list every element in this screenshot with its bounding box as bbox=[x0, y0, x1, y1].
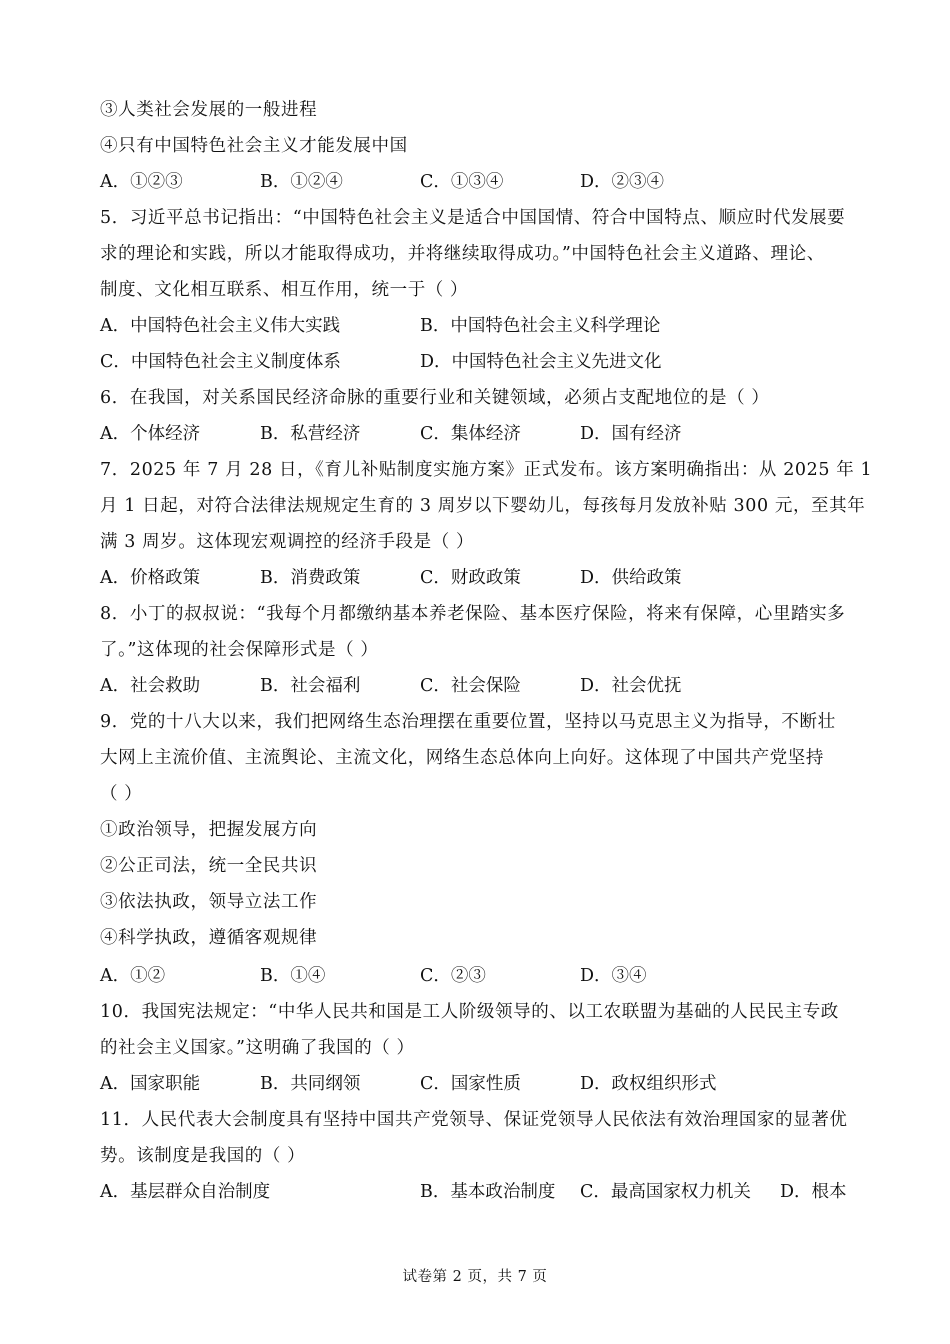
q8-option-d[interactable]: D．社会优抚 bbox=[580, 676, 682, 696]
q9-stem-line2: 大网上主流价值、主流舆论、主流文化，网络生态总体向上向好。这体现了中国共产党坚持 bbox=[100, 748, 824, 768]
q9-option-b[interactable]: B．①④ bbox=[260, 966, 326, 986]
q7-stem-line3: 满 3 周岁。这体现宏观调控的经济手段是（ ） bbox=[100, 532, 475, 552]
q6-stem: 6．在我国，对关系国民经济命脉的重要行业和关键领域，必须占支配地位的是（ ） bbox=[100, 388, 770, 408]
q5-option-a[interactable]: A．中国特色社会主义伟大实践 bbox=[100, 316, 341, 336]
q5-stem-line1: 5．习近平总书记指出：“中国特色社会主义是适合中国国情、符合中国特点、顺应时代发展要 bbox=[100, 208, 846, 228]
q7-stem-line2: 月 1 日起，对符合法律法规规定生育的 3 周岁以下婴幼儿，每孩每月发放补贴 300 元，至其年 bbox=[100, 496, 866, 516]
q5-option-c[interactable]: C．中国特色社会主义制度体系 bbox=[100, 352, 341, 372]
q11-option-a[interactable]: A．基层群众自治制度 bbox=[100, 1182, 271, 1202]
q8-stem-line1: 8．小丁的叔叔说：“我每个月都缴纳基本养老保险、基本医疗保险，将来有保障，心里踏实多 bbox=[100, 604, 846, 624]
q9-statement-3: ③依法执政，领导立法工作 bbox=[100, 892, 318, 912]
q10-stem-line1: 10．我国宪法规定：“中华人民共和国是工人阶级领导的、以工农联盟为基础的人民民主专政 bbox=[100, 1002, 839, 1022]
q10-option-a[interactable]: A．国家职能 bbox=[100, 1074, 201, 1094]
q10-option-c[interactable]: C．国家性质 bbox=[420, 1074, 521, 1094]
q6-option-b[interactable]: B．私营经济 bbox=[260, 424, 361, 444]
q9-statement-2: ②公正司法，统一全民共识 bbox=[100, 856, 318, 876]
q7-option-b[interactable]: B．消费政策 bbox=[260, 568, 361, 588]
q4-option-d[interactable]: D．②③④ bbox=[580, 172, 665, 192]
q8-stem-line2: 了。”这体现的社会保障形式是（ ） bbox=[100, 640, 379, 660]
q7-stem-line1: 7．2025 年 7 月 28 日，《育儿补贴制度实施方案》正式发布。该方案明确指出：从 2025 年 1 bbox=[100, 460, 873, 480]
q7-option-c[interactable]: C．财政政策 bbox=[420, 568, 521, 588]
q9-option-c[interactable]: C．②③ bbox=[420, 966, 486, 986]
q4-option-c[interactable]: C．①③④ bbox=[420, 172, 504, 192]
q10-option-b[interactable]: B．共同纲领 bbox=[260, 1074, 361, 1094]
q9-option-d[interactable]: D．③④ bbox=[580, 966, 647, 986]
q9-option-a[interactable]: A．①② bbox=[100, 966, 166, 986]
q6-option-a[interactable]: A．个体经济 bbox=[100, 424, 201, 444]
q11-option-d[interactable]: D．根本 bbox=[780, 1182, 847, 1202]
q7-option-a[interactable]: A．价格政策 bbox=[100, 568, 201, 588]
q9-statement-1: ①政治领导，把握发展方向 bbox=[100, 820, 318, 840]
q9-stem-blank: （ ） bbox=[100, 784, 143, 804]
page-footer: 试卷第 2 页，共 7 页 bbox=[402, 1269, 548, 1285]
q8-option-c[interactable]: C．社会保险 bbox=[420, 676, 521, 696]
q9-stem-line1: 9．党的十八大以来，我们把网络生态治理摆在重要位置，坚持以马克思主义为指导，不断壮 bbox=[100, 712, 836, 732]
q10-stem-line2: 的社会主义国家。”这明确了我国的（ ） bbox=[100, 1038, 415, 1058]
q4-option-a[interactable]: A．①②③ bbox=[100, 172, 183, 192]
q5-option-b[interactable]: B．中国特色社会主义科学理论 bbox=[420, 316, 661, 336]
q10-option-d[interactable]: D．政权组织形式 bbox=[580, 1074, 717, 1094]
q9-statement-4: ④科学执政，遵循客观规律 bbox=[100, 928, 318, 948]
q6-option-d[interactable]: D．国有经济 bbox=[580, 424, 682, 444]
q5-option-d[interactable]: D．中国特色社会主义先进文化 bbox=[420, 352, 662, 372]
q7-option-d[interactable]: D．供给政策 bbox=[580, 568, 682, 588]
q11-stem-line1: 11．人民代表大会制度具有坚持中国共产党领导、保证党领导人民依法有效治理国家的显著优 bbox=[100, 1110, 848, 1130]
q5-stem-line2: 求的理论和实践，所以才能取得成功，并将继续取得成功。”中国特色社会主义道路、理论、 bbox=[100, 244, 825, 264]
q4-statement-3: ③人类社会发展的一般进程 bbox=[100, 100, 318, 120]
q11-option-b[interactable]: B．基本政治制度 bbox=[420, 1182, 556, 1202]
q11-option-c[interactable]: C．最高国家权力机关 bbox=[580, 1182, 751, 1202]
q4-statement-4: ④只有中国特色社会主义才能发展中国 bbox=[100, 136, 408, 156]
q11-stem-line2: 势。该制度是我国的（ ） bbox=[100, 1146, 306, 1166]
q8-option-b[interactable]: B．社会福利 bbox=[260, 676, 361, 696]
q5-stem-line3: 制度、文化相互联系、相互作用，统一于（ ） bbox=[100, 280, 469, 300]
q6-option-c[interactable]: C．集体经济 bbox=[420, 424, 521, 444]
q8-option-a[interactable]: A．社会救助 bbox=[100, 676, 201, 696]
q4-option-b[interactable]: B．①②④ bbox=[260, 172, 343, 192]
